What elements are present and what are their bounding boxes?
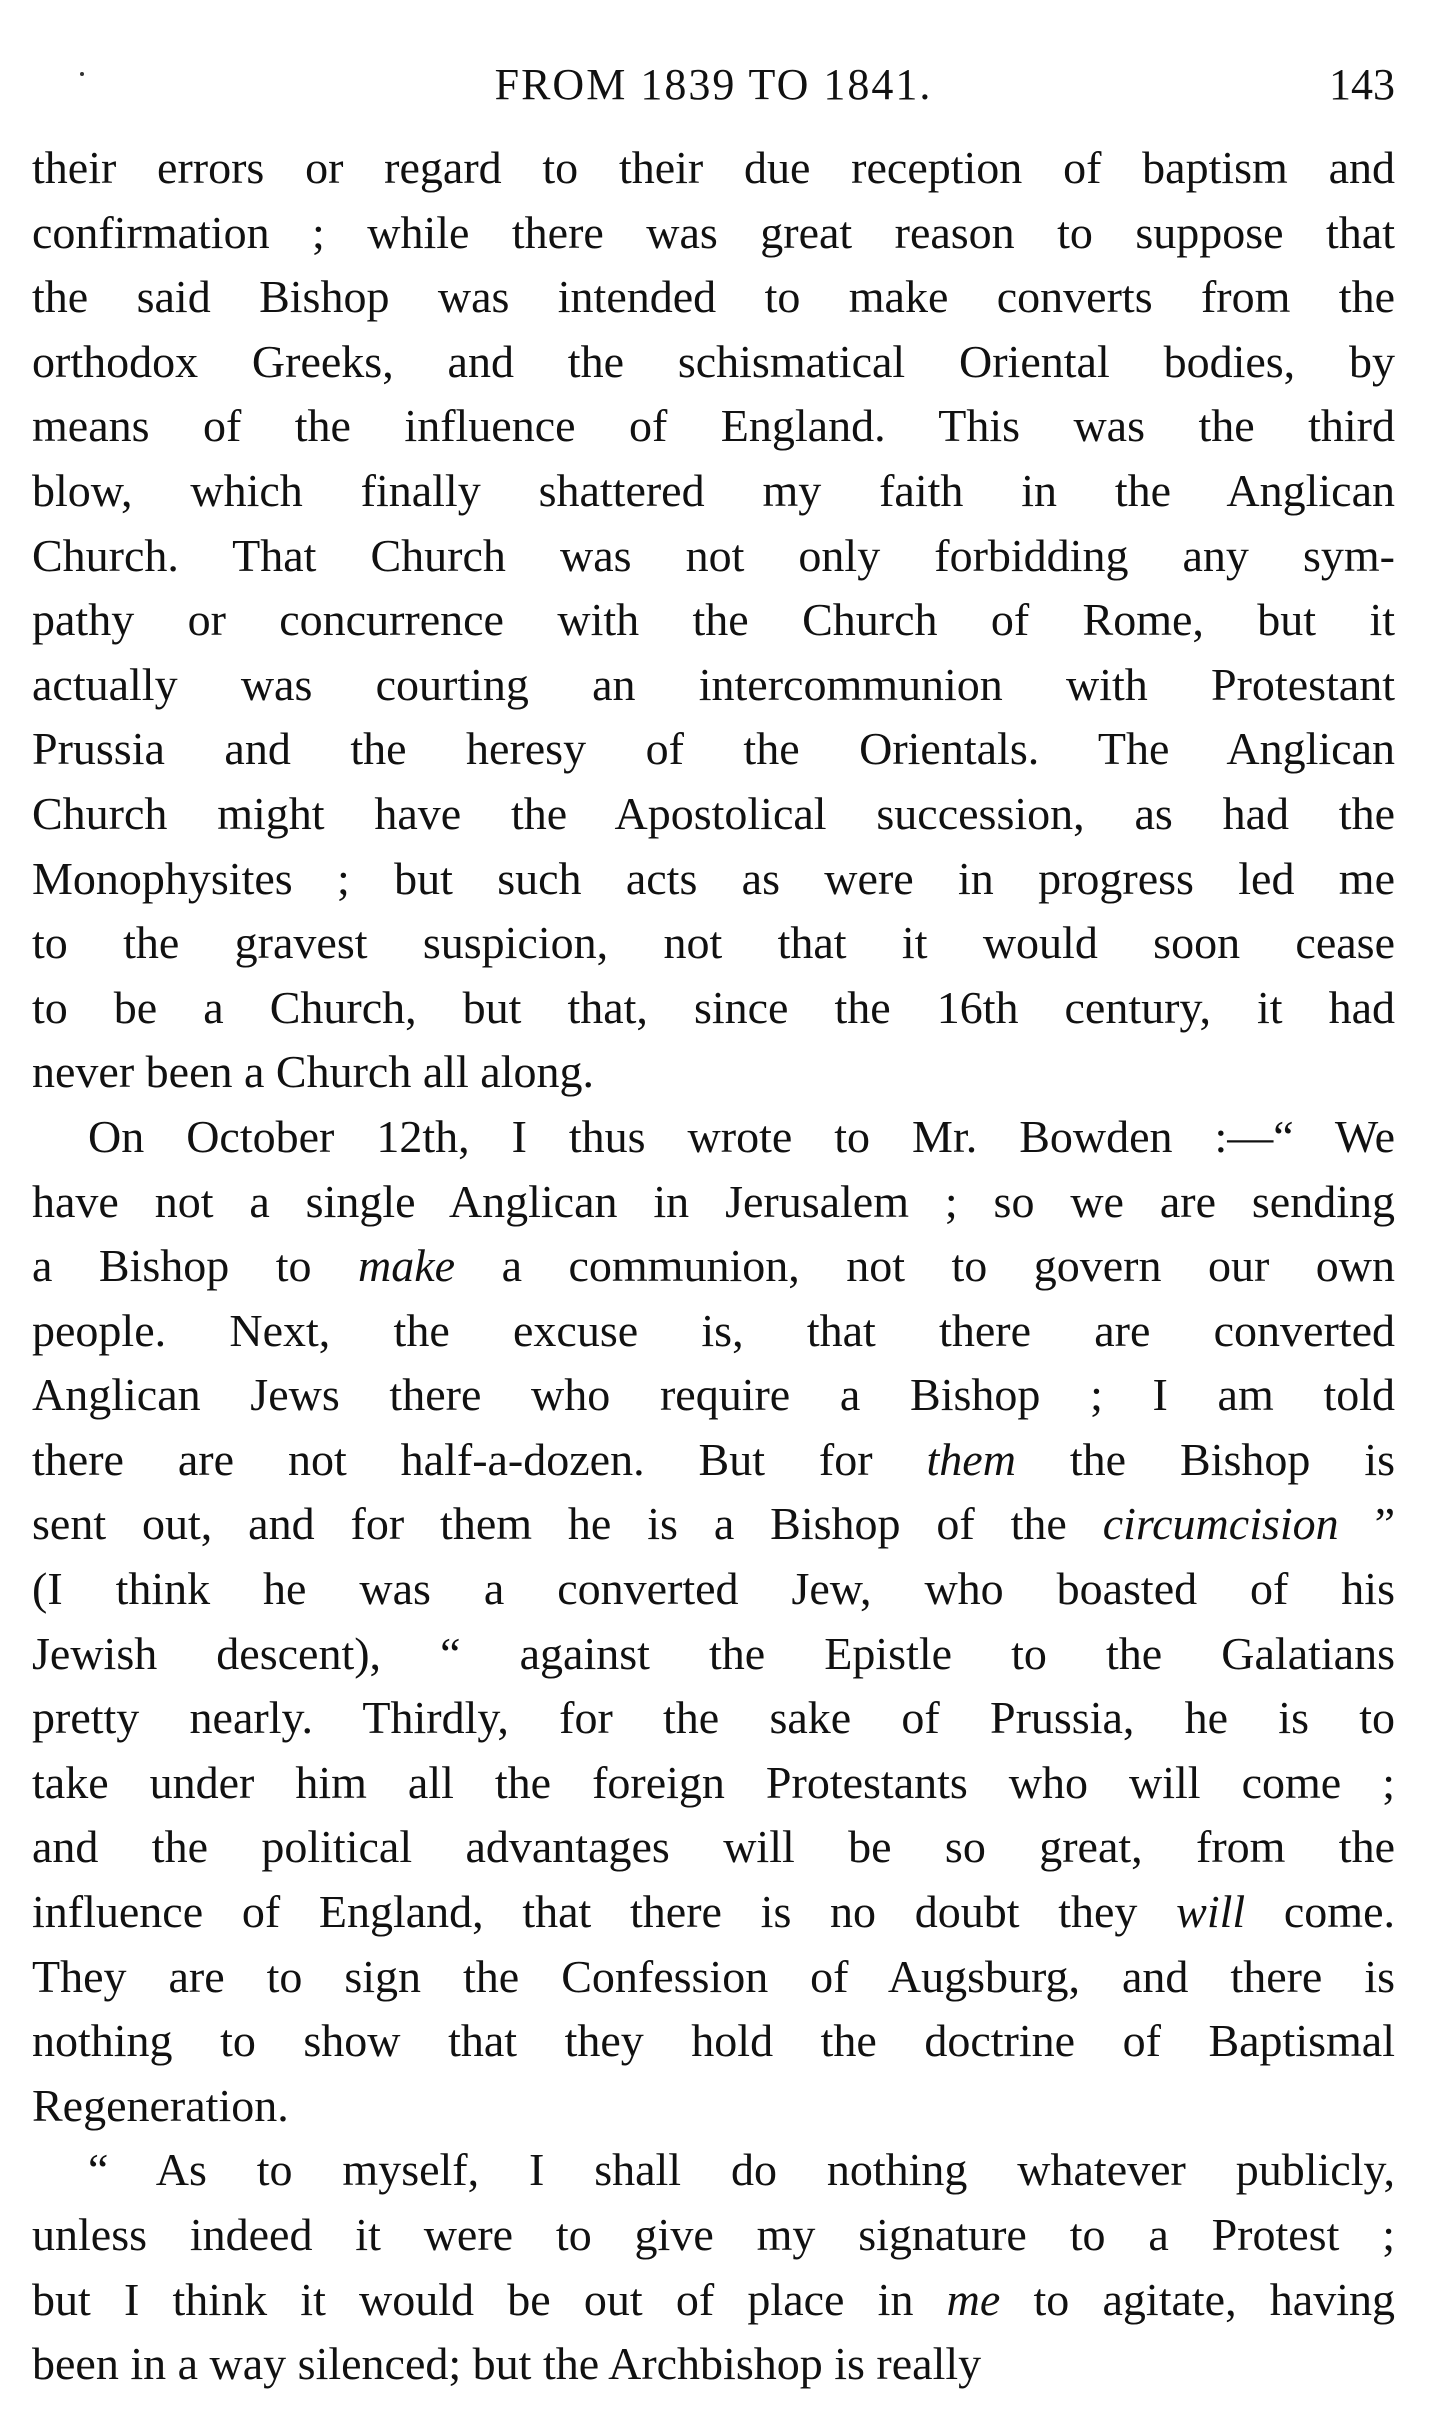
text-segment: their errors or regard to their due reception of baptism and	[32, 142, 1395, 193]
text-line	[32, 1492, 1395, 1557]
text-segment: On October 12th, I thus wrote to Mr. Bowden :—“ We	[88, 1110, 1395, 1162]
text-segment: people. Next, the excuse is, that there are converted	[32, 1304, 1395, 1356]
text-line	[32, 1945, 1395, 2010]
text-segment: influence of England, that there is no doubt they	[32, 1886, 1177, 1938]
text-segment: orthodox Greeks, and the schismatical Oriental bodies, by	[32, 335, 1395, 387]
text-segment: Church. That Church was not only forbidding any sym-	[32, 529, 1395, 581]
running-head: FROM 1839 TO 1841.	[494, 60, 933, 109]
text-segment: sent out, and for them he is a Bishop of the	[32, 1498, 1103, 1550]
text-segment: a Bishop to	[32, 1240, 359, 1292]
text-line	[32, 201, 1395, 266]
text-line	[32, 717, 1395, 782]
text-segment: means of the influence of England. This was the third	[32, 400, 1395, 452]
text-line	[32, 459, 1395, 524]
text-segment: never been a Church all along.	[32, 1046, 594, 1098]
text-segment: Church might have the Apostolical succession, as had the	[32, 787, 1395, 839]
text-line	[32, 2332, 1395, 2397]
text-segment: come.	[1245, 1886, 1395, 1938]
text-segment: the said Bishop was intended to make converts from the	[32, 271, 1395, 323]
text-segment: Anglican Jews there who require a Bishop ; I am told	[32, 1369, 1395, 1421]
text-line	[32, 2138, 1395, 2203]
page-header	[32, 50, 1395, 120]
text-segment: ”	[1338, 1498, 1395, 1550]
text-segment: to agitate, having	[1000, 2273, 1395, 2325]
text-line	[32, 1751, 1395, 1816]
body-text	[32, 136, 1395, 2397]
text-line	[32, 847, 1395, 912]
text-line	[32, 1170, 1395, 1235]
text-segment: to be a Church, but that, since the 16th century, it had	[32, 981, 1395, 1033]
text-line	[32, 1040, 1395, 1105]
text-line	[32, 2268, 1395, 2333]
italic-text: circumcision	[1102, 1498, 1339, 1550]
text-line	[32, 976, 1395, 1041]
text-line	[32, 2203, 1395, 2268]
text-line	[32, 1299, 1395, 1364]
italic-text: them	[926, 1433, 1016, 1485]
text-line	[32, 1363, 1395, 1428]
text-segment: (I think he was a converted Jew, who boasted of his	[32, 1563, 1395, 1615]
text-segment: nothing to show that they hold the doctrine of Baptismal	[32, 2015, 1395, 2067]
text-segment: pathy or concurrence with the Church of Rome, but it	[32, 594, 1395, 646]
text-segment: pretty nearly. Thirdly, for the sake of Prussia, he is to	[32, 1692, 1395, 1744]
italic-text: me	[946, 2273, 1001, 2325]
text-line	[32, 1815, 1395, 1880]
text-segment: unless indeed it were to give my signature to a Protest ;	[32, 2209, 1395, 2260]
text-line	[32, 653, 1395, 718]
text-segment: take under him all the foreign Protestants who will come ;	[32, 1756, 1395, 1808]
text-line	[32, 911, 1395, 976]
text-line	[32, 782, 1395, 847]
text-segment: there are not half-a-dozen. But for	[32, 1433, 927, 1485]
text-line	[32, 394, 1395, 459]
text-segment: been in a way silenced; but the Archbishop is really	[32, 2338, 982, 2390]
text-segment: actually was courting an intercommunion with Protestant	[32, 658, 1395, 710]
text-segment: blow, which finally shattered my faith in the Anglican	[32, 464, 1395, 516]
text-line	[32, 588, 1395, 653]
text-line	[32, 330, 1395, 395]
page-number: 143	[1329, 60, 1395, 109]
text-segment: the Bishop is	[1015, 1433, 1395, 1485]
text-line	[32, 1557, 1395, 1622]
text-segment: to the gravest suspicion, not that it would soon cease	[32, 917, 1395, 969]
text-line	[32, 1105, 1395, 1170]
italic-text: make	[358, 1240, 456, 1292]
text-line	[32, 1622, 1395, 1687]
text-line	[32, 136, 1395, 201]
text-segment: They are to sign the Confession of Augsburg, and there is	[32, 1950, 1395, 2002]
text-segment: and the political advantages will be so great, from the	[32, 1821, 1395, 1873]
text-segment: but I think it would be out of place in	[32, 2273, 947, 2325]
italic-text: will	[1176, 1886, 1246, 1938]
text-line	[32, 2009, 1395, 2074]
text-line	[32, 1428, 1395, 1493]
text-line	[32, 524, 1395, 589]
text-line	[32, 1686, 1395, 1751]
text-segment: Jewish descent), “ against the Epistle to the Galatians	[32, 1627, 1395, 1679]
text-segment: a communion, not to govern our own	[455, 1240, 1395, 1292]
text-segment: Monophysites ; but such acts as were in progress led me	[32, 852, 1395, 904]
text-segment: confirmation ; while there was great reason to suppose that	[32, 206, 1395, 258]
text-line	[32, 2074, 1395, 2139]
text-segment: “ As to myself, I shall do nothing whatever publicly,	[88, 2144, 1395, 2196]
text-segment: Prussia and the heresy of the Orientals. The Anglican	[32, 723, 1395, 775]
text-segment: have not a single Anglican in Jerusalem ; so we are sending	[32, 1175, 1395, 1227]
text-line	[32, 1880, 1395, 1945]
text-line	[32, 265, 1395, 330]
text-segment: Regeneration.	[32, 2079, 289, 2131]
text-line	[32, 1234, 1395, 1299]
